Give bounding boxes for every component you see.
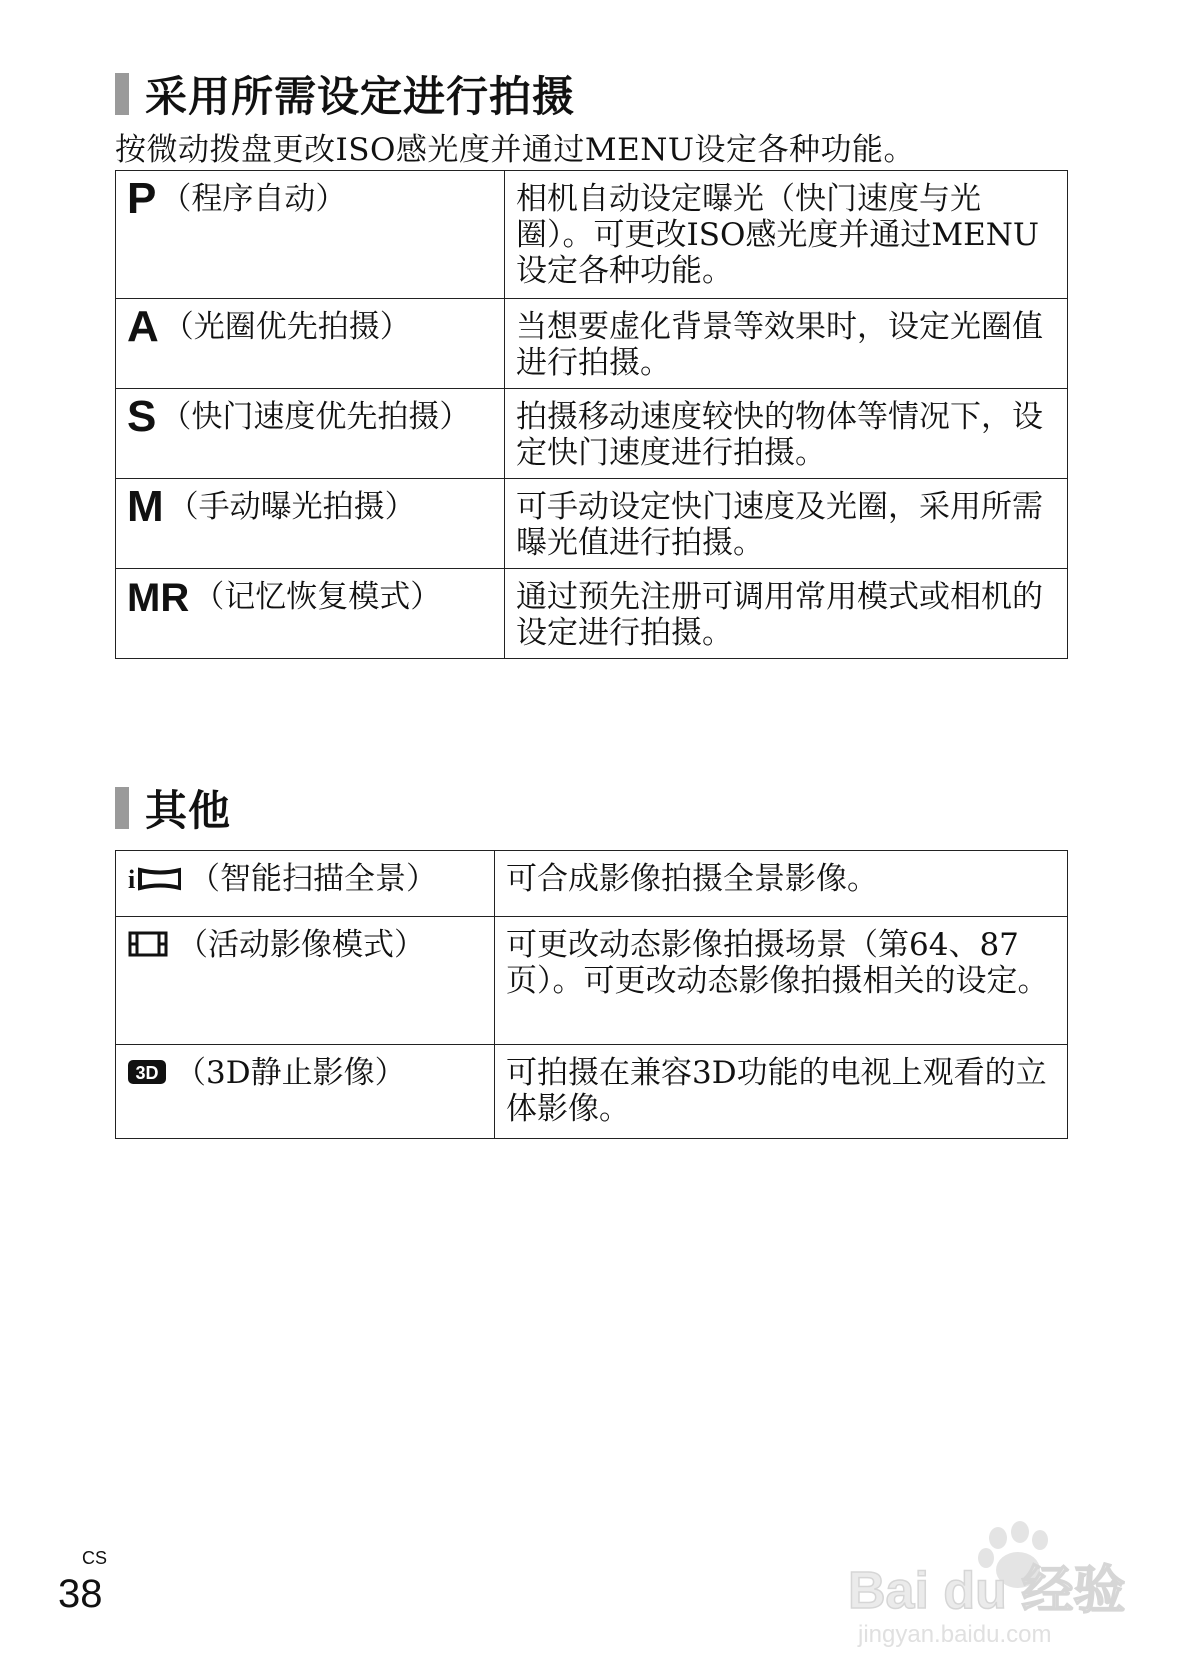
page-language-code: CS <box>82 1548 108 1568</box>
mode-description: 可手动设定快门速度及光圈，采用所需曝光值进行拍摄。 <box>505 479 1068 569</box>
intro-text: 按微动拨盘更改ISO感光度并通过MENU设定各种功能。 <box>115 132 916 168</box>
heading-bar <box>115 787 129 829</box>
movie-mode-icon <box>127 930 169 966</box>
page-number: 38 <box>58 1572 103 1616</box>
other-mode-table <box>115 850 1068 1139</box>
svg-text:i: i <box>128 865 136 892</box>
table-row <box>116 569 1068 659</box>
mode-description: 当想要虚化背景等效果时，设定光圈值进行拍摄。 <box>505 299 1068 389</box>
mode-cell <box>116 299 505 389</box>
mode-name: （光圈优先拍摄） <box>162 309 411 345</box>
mode-description: 相机自动设定曝光（快门速度与光圈）。可更改ISO感光度并通过MENU设定各种功能。 <box>505 171 1068 299</box>
table-row <box>116 299 1068 389</box>
table-row <box>116 1045 1068 1139</box>
mode-letter: A <box>127 302 159 351</box>
svg-text:3D: 3D <box>135 1063 159 1083</box>
svg-text:Bai du 经验: Bai du 经验 <box>848 1562 1126 1620</box>
mode-name: （程序自动） <box>160 181 347 217</box>
mode-name: （快门速度优先拍摄） <box>160 399 471 435</box>
mode-description: 可合成影像拍摄全景影像。 <box>495 851 1068 917</box>
heading-bar <box>115 73 129 115</box>
mode-name: （手动曝光拍摄） <box>167 489 416 525</box>
mode-name: （3D静止影像） <box>175 1055 406 1091</box>
mode-letter: M <box>127 482 164 531</box>
sweep-panorama-icon <box>127 864 181 900</box>
mode-cell <box>116 917 495 1045</box>
table-row <box>116 917 1068 1045</box>
mode-description: 拍摄移动速度较快的物体等情况下，设定快门速度进行拍摄。 <box>505 389 1068 479</box>
table-row <box>116 479 1068 569</box>
mode-letter: S <box>127 392 157 441</box>
mode-cell <box>116 1045 495 1139</box>
mode-letter: P <box>127 174 157 223</box>
baidu-watermark-logo <box>848 1510 1148 1654</box>
mode-cell <box>116 389 505 479</box>
section-heading-other <box>115 778 231 838</box>
table-row <box>116 851 1068 917</box>
mode-cell <box>116 479 505 569</box>
mode-cell <box>116 569 505 659</box>
section-heading-shooting <box>115 64 575 124</box>
mode-description: 通过预先注册可调用常用模式或相机的设定进行拍摄。 <box>505 569 1068 659</box>
mode-letter: MR <box>127 576 190 620</box>
mode-cell <box>116 851 495 917</box>
mode-description: 可更改动态影像拍摄场景（第64、87页）。可更改动态影像拍摄相关的设定。 <box>495 917 1068 1045</box>
table-row <box>116 171 1068 299</box>
3d-still-icon <box>127 1058 167 1094</box>
svg-text:jingyan.baidu.com: jingyan.baidu.com <box>858 1621 1052 1648</box>
mode-name: （活动影像模式） <box>177 927 425 963</box>
mode-cell <box>116 171 505 299</box>
table-row <box>116 389 1068 479</box>
mode-name: （记忆恢复模式） <box>193 579 442 615</box>
mode-table <box>115 170 1068 659</box>
section-title: 其他 <box>145 786 232 835</box>
mode-description: 可拍摄在兼容3D功能的电视上观看的立体影像。 <box>495 1045 1068 1139</box>
section-title: 采用所需设定进行拍摄 <box>145 72 576 121</box>
mode-name: （智能扫描全景） <box>189 861 437 897</box>
